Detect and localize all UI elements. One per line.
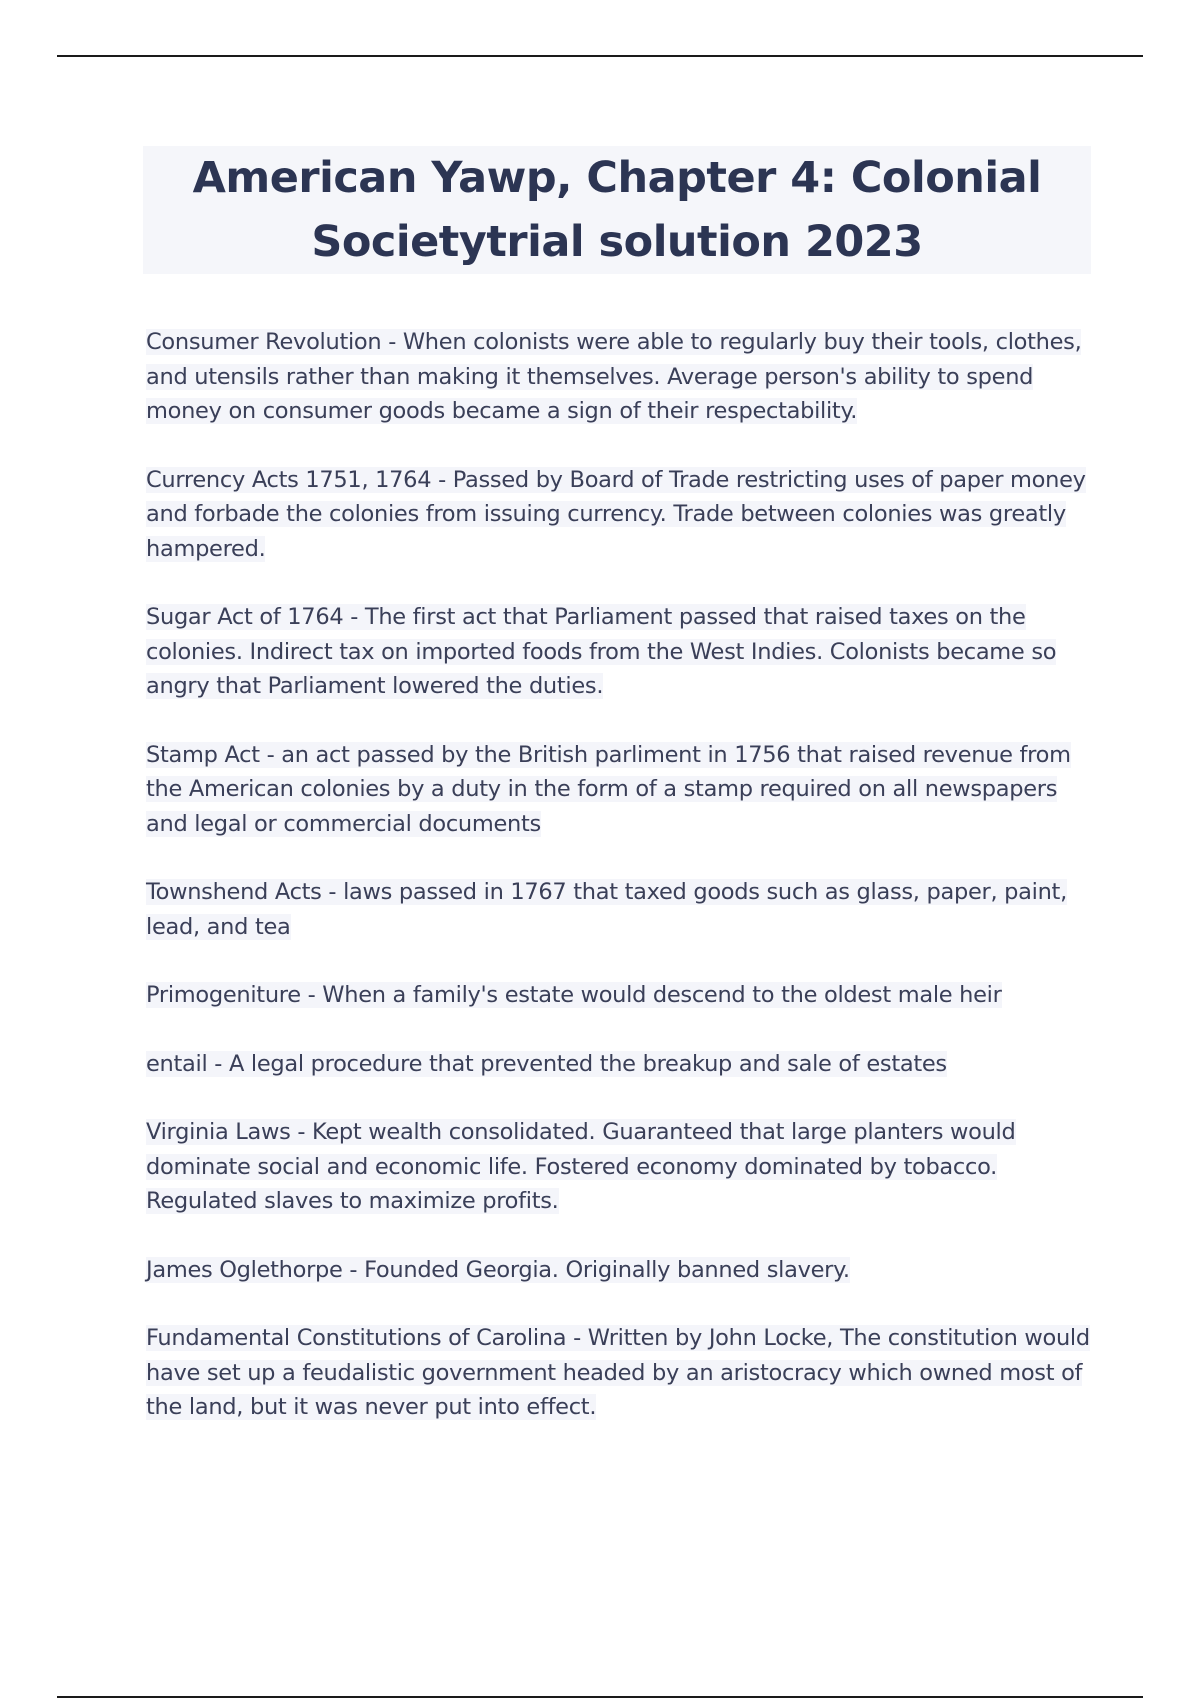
entry-townshend-acts: Townshend Acts - laws passed in 1767 that taxed goods such as glass, paper, paint, lead, and tea — [146, 879, 1067, 940]
entry-james-oglethorpe: James Oglethorpe - Founded Georgia. Originally banned slavery. — [146, 1256, 850, 1283]
entry-sugar-act: Sugar Act of 1764 - The first act that Parliament passed that raised taxes on the colonies. Indirect tax on imported foods from the West Indies. Colonists became so angry that Parliament lowered the duties. — [146, 604, 1057, 699]
document-body — [146, 325, 1091, 1459]
entry-consumer-revolution: Consumer Revolution - When colonists were able to regularly buy their tools, clothes, and utensils rather than making it themselves. Average person's ability to spend money on consumer goods became a sign of their respectability. — [146, 329, 1082, 424]
entry-primogeniture: Primogeniture - When a family's estate would descend to the oldest male heir — [146, 982, 1002, 1008]
entry-stamp-act: Stamp Act - an act passed by the British parliment in 1756 that raised revenue from the American colonies by a duty in the form of a stamp required on all newspapers and legal or commercial documents — [146, 741, 1071, 837]
entry-fundamental-constitutions: Fundamental Constitutions of Carolina - Written by John Locke, The constitution would have set up a feudalistic government headed by an aristocracy which owned most of the land, but it was never put into effect. — [146, 1325, 1090, 1420]
document-title: American Yawp, Chapter 4: Colonial Societytrial solution 2023 — [192, 153, 1042, 267]
header-rule — [57, 55, 1143, 57]
title-banner — [143, 146, 1091, 274]
footer-rule — [57, 1696, 1143, 1698]
entry-entail: entail - A legal procedure that prevented the breakup and sale of estates — [146, 1050, 947, 1077]
entry-currency-acts: Currency Acts 1751, 1764 - Passed by Board of Trade restricting uses of paper money and forbade the colonies from issuing currency. Trade between colonies was greatly hampered. — [146, 466, 1086, 562]
entry-virginia-laws: Virginia Laws - Kept wealth consolidated. Guaranteed that large planters would dominate social and economic life. Fostered economy dominated by tobacco. Regulated slaves to maximize profits. — [146, 1119, 1016, 1214]
